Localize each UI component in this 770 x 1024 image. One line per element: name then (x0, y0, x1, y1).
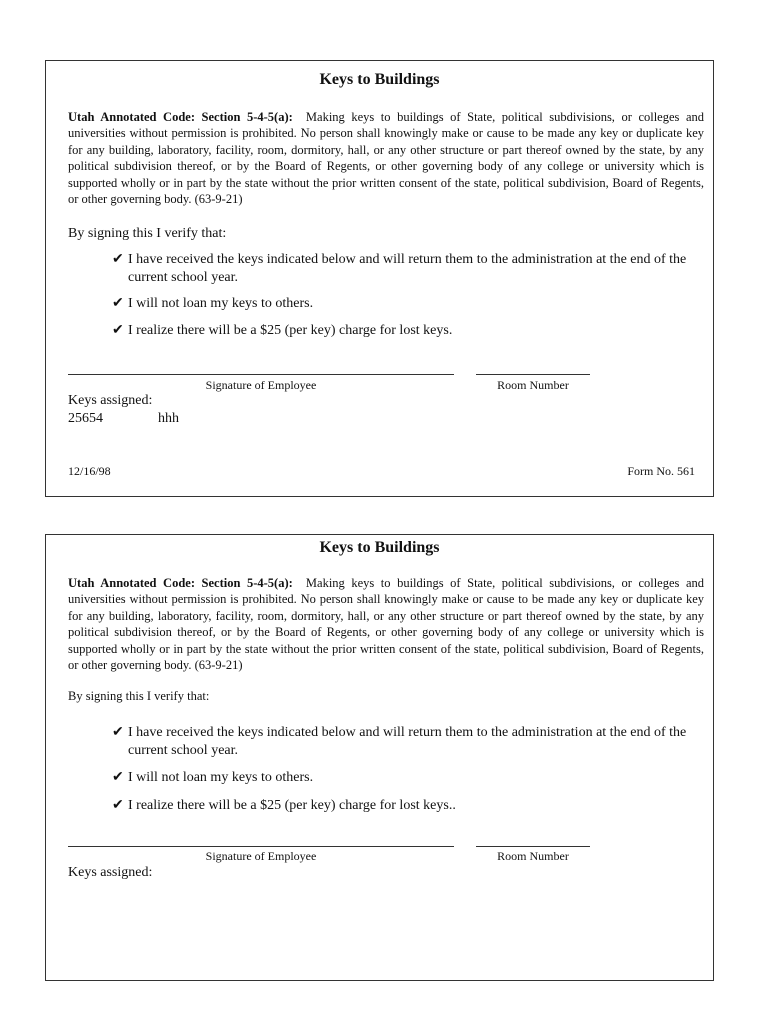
verify-item-text: I have received the keys indicated below and will return them to the administration at the end of the current school year. (128, 725, 687, 758)
verify-item (112, 769, 702, 787)
signature-line[interactable] (68, 374, 454, 375)
verify-item (112, 322, 702, 340)
legal-code-paragraph (68, 575, 704, 673)
check-icon: ✔ (112, 323, 124, 338)
form-title: Keys to Buildings (319, 539, 440, 556)
verify-item-text: I have received the keys indicated below and will return them to the administration at the end of the current school year. (128, 252, 687, 285)
verify-list (112, 251, 702, 340)
keys-assigned-label: Keys assigned: (68, 393, 153, 408)
check-icon: ✔ (112, 798, 124, 813)
code-heading: Utah Annotated Code: Section 5-4-5(a): (68, 110, 293, 124)
verify-item-text: I realize there will be a $25 (per key) charge for lost keys. (128, 323, 453, 338)
signature-line[interactable] (68, 846, 454, 847)
room-number-label: Room Number (497, 849, 569, 863)
keys-form-1 (45, 60, 714, 497)
room-number-line[interactable] (476, 374, 590, 375)
check-icon: ✔ (112, 296, 124, 311)
form-title: Keys to Buildings (319, 71, 440, 88)
verify-item (112, 724, 702, 760)
keys-form-2 (45, 534, 714, 981)
code-text: Making keys to buildings of State, political subdivisions, or colleges and universities without permission is prohibited. No person shall knowingly make or cause to be made any key or duplicate key for any building, laboratory, facility, room, dormitory, hall, or any other structure or part thereof owned by the state, by any political subdivision thereof, or by the Board of Regents, or other governing body of any college or university which is supported wholly or in part by the state without the prior written consent of the state, political subdivision, Board of Regents, or other governing body. (63-9-21) (68, 110, 704, 207)
signature-label: Signature of Employee (205, 849, 317, 863)
room-number-label: Room Number (497, 378, 569, 392)
form-date: 12/16/98 (68, 464, 111, 478)
verify-item (112, 251, 702, 287)
verify-item (112, 797, 702, 815)
keys-assigned-label: Keys assigned: (68, 865, 153, 880)
verify-list (112, 724, 702, 815)
key-assigned-value: hhh (158, 411, 179, 426)
signature-label: Signature of Employee (205, 378, 317, 392)
code-text: Making keys to buildings of State, political subdivisions, or colleges and universities without permission is prohibited. No person shall knowingly make or cause to be made any key or duplicate key for any building, laboratory, facility, room, dormitory, hall, or any other structure or part thereof owned by the state, by any political subdivision thereof, or by the Board of Regents, or other governing body of any college or university which is supported wholly or in part by the state without the prior written consent of the state, political subdivision, Board of Regents, or other governing body. (63-9-21) (68, 576, 704, 673)
room-number-line[interactable] (476, 846, 590, 847)
legal-code-paragraph (68, 109, 704, 207)
key-assigned-value: 25654 (68, 411, 103, 426)
verify-item-text: I realize there will be a $25 (per key) charge for lost keys.. (128, 798, 456, 813)
check-icon: ✔ (112, 725, 124, 740)
code-heading: Utah Annotated Code: Section 5-4-5(a): (68, 576, 293, 590)
verify-item (112, 295, 702, 313)
check-icon: ✔ (112, 252, 124, 267)
verify-intro: By signing this I verify that: (68, 226, 227, 241)
verify-item-text: I will not loan my keys to others. (128, 296, 314, 311)
form-number: Form No. 561 (627, 464, 695, 478)
check-icon: ✔ (112, 770, 124, 785)
verify-item-text: I will not loan my keys to others. (128, 770, 314, 785)
verify-intro: By signing this I verify that: (68, 689, 210, 703)
